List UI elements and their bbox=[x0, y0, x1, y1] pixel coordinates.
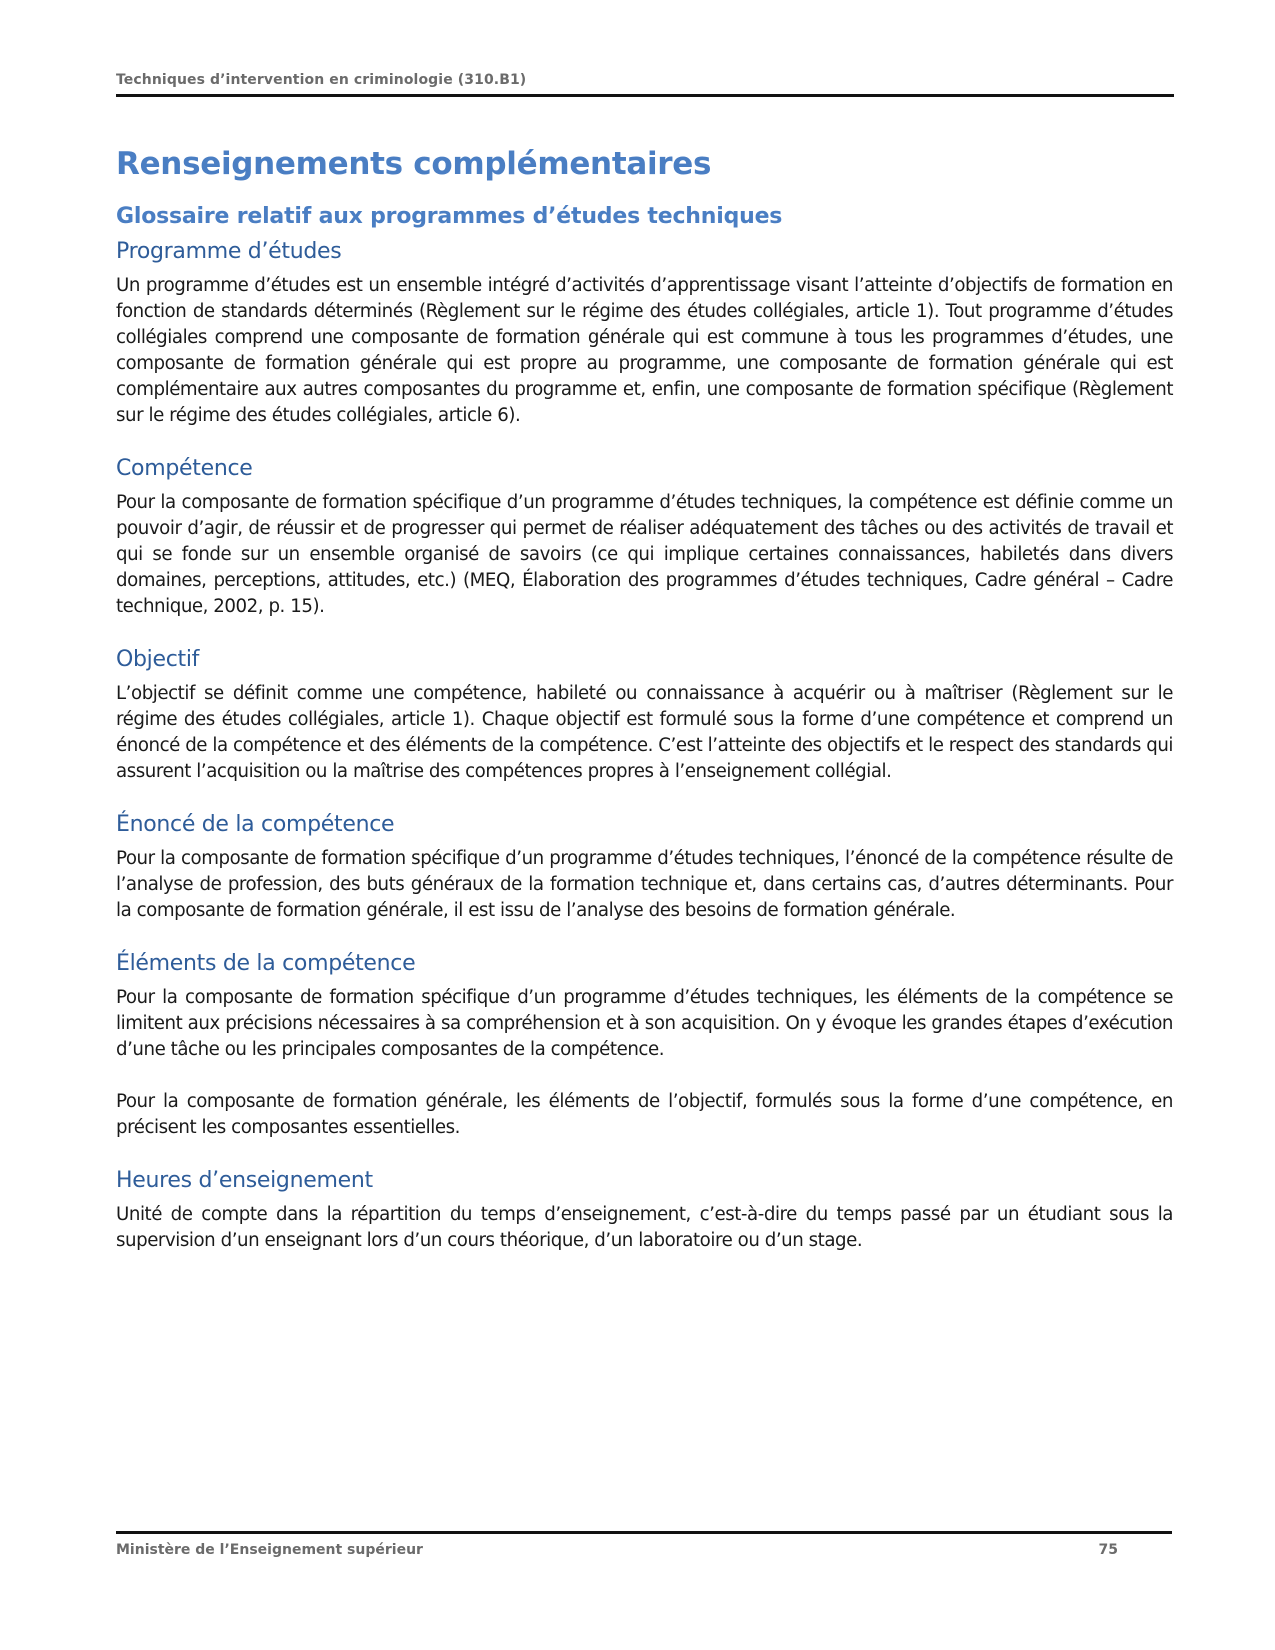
section-title: Glossaire relatif aux programmes d’études techniques bbox=[116, 204, 783, 229]
term-definition: Pour la composante de formation spécifique d’un programme d’études techniques, les éléments de la compétence se limitent aux précisions nécessaires à sa compréhension et à son acquisition. On y évoque les grandes étapes d’exécution d’une tâche ou les principales composantes de la compétence. bbox=[116, 987, 1173, 1060]
term-definition: Unité de compte dans la répartition du temps d’enseignement, c’est-à-dire du temps passé par un étudiant sous la supervision d’un enseignant lors d’un cours théorique, d’un laboratoire ou d’un stage. bbox=[116, 1204, 1173, 1251]
glossary-entry-competence bbox=[116, 456, 1173, 647]
glossary-entry-elements-competence bbox=[116, 951, 1173, 1168]
page-content bbox=[116, 146, 1173, 1254]
glossary-entry-programme-etudes bbox=[116, 239, 1173, 456]
glossary-entry-objectif bbox=[116, 647, 1173, 812]
page-number: 75 bbox=[1098, 1542, 1118, 1558]
spacer bbox=[116, 785, 1173, 812]
spacer bbox=[116, 1063, 1173, 1089]
term-title: Programme d’études bbox=[116, 239, 342, 264]
term-title: Heures d’enseignement bbox=[116, 1168, 373, 1193]
spacer bbox=[116, 1141, 1173, 1168]
term-definition: Un programme d’études est un ensemble intégré d’activités d’apprentissage visant l’atteinte d’objectifs de formation en fonction de standards déterminés (Règlement sur le régime des études collégiales, article 1). Tout programme d’études collégiales comprend une composante de formation générale qui est commune à tous les programmes d’études, une composante de formation générale qui est propre au programme, une composante de formation générale qui est complémentaire aux autres composantes du programme et, enfin, une composante de formation spécifique (Règlement sur le régime des études collégiales, article 6). bbox=[116, 275, 1173, 426]
term-definition: Pour la composante de formation spécifique d’un programme d’études techniques, la compétence est définie comme un pouvoir d’agir, de réussir et de progresser qui permet de réaliser adéquatement des tâches ou des activités de travail et qui se fonde sur un ensemble organisé de savoirs (ce qui implique certaines connaissances, habiletés dans divers domaines, perceptions, attitudes, etc.) (MEQ, Élaboration des programmes d’études techniques, Cadre général – Cadre technique, 2002, p. 15). bbox=[116, 492, 1173, 617]
page-header bbox=[116, 72, 1174, 97]
term-title: Objectif bbox=[116, 647, 200, 672]
glossary-entry-heures-enseignement bbox=[116, 1168, 1173, 1254]
spacer bbox=[116, 924, 1173, 951]
term-title: Énoncé de la compétence bbox=[116, 812, 395, 837]
term-definition: L’objectif se définit comme une compétence, habileté ou connaissance à acquérir ou à maîtriser (Règlement sur le régime des études collégiales, article 1). Chaque objectif est formulé sous la forme d’une compétence et comprend un énoncé de la compétence et des éléments de la compétence. C’est l’atteinte des objectifs et le respect des standards qui assurent l’acquisition ou la maîtrise des compétences propres à l’enseignement collégial. bbox=[116, 683, 1173, 782]
term-title: Éléments de la compétence bbox=[116, 951, 416, 976]
term-definition: Pour la composante de formation spécifique d’un programme d’études techniques, l’énoncé de la compétence résulte de l’analyse de profession, des buts généraux de la formation technique et, dans certains cas, d’autres déterminants. Pour la composante de formation générale, il est issu de l’analyse des besoins de formation générale. bbox=[116, 848, 1173, 921]
glossary-entry-enonce-competence bbox=[116, 812, 1173, 951]
term-definition: Pour la composante de formation générale, les éléments de l’objectif, formulés sous la forme d’une compétence, en précisent les composantes essentielles. bbox=[116, 1091, 1173, 1138]
running-title: Techniques d’intervention en criminologie (310.B1) bbox=[116, 72, 527, 88]
term-title: Compétence bbox=[116, 456, 253, 481]
footer-publisher: Ministère de l’Enseignement supérieur bbox=[116, 1542, 423, 1558]
spacer bbox=[116, 620, 1173, 647]
page-title: Renseignements complémentaires bbox=[116, 146, 712, 182]
page-footer bbox=[116, 1531, 1172, 1558]
spacer bbox=[116, 429, 1173, 456]
